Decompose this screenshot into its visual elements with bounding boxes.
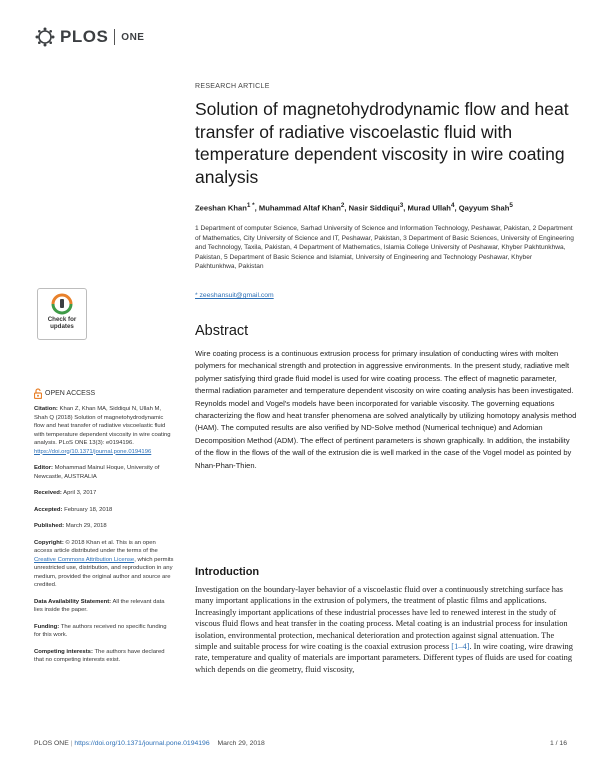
logo-divider bbox=[114, 29, 115, 45]
data-availability-block bbox=[34, 598, 174, 615]
published-block bbox=[34, 522, 174, 531]
introduction-text bbox=[195, 584, 577, 675]
footer-doi-link[interactable]: https://doi.org/10.1371/journal.pone.0194196 bbox=[74, 740, 210, 747]
intro-text-part: Investigation on the boundary-layer behavior of a viscoelastic fluid over a continuously stretching surface has many important applications in the extrusion of polymers, the treatment of plastic films and applications. Increasingly important applications of these industrial processes have led to renewed interest in the study of viscous fluid flows and heat transfer in the coating process. Metal coating is an industrial process for insulation isolation, environmental protection, mechanical deterioration and protection against signal attenuation. The simple and suitable process for wire coating is the coaxial extrusion process bbox=[195, 585, 568, 652]
article-info-sidebar bbox=[34, 405, 174, 673]
check-updates-icon bbox=[51, 293, 73, 315]
editor-block bbox=[34, 464, 174, 481]
editor-label: Editor: bbox=[34, 465, 53, 471]
corresponding-email bbox=[195, 292, 274, 299]
plos-logo-icon bbox=[34, 26, 56, 48]
open-access-text: OPEN ACCESS bbox=[45, 390, 96, 397]
received-date: April 3, 2017 bbox=[63, 490, 97, 496]
reference-link[interactable]: [1–4] bbox=[451, 642, 470, 652]
funding-text: The authors received no specific funding for this work. bbox=[34, 623, 167, 638]
accepted-date: February 18, 2018 bbox=[64, 506, 113, 513]
abstract-heading: Abstract bbox=[195, 323, 249, 339]
check-for-updates-badge[interactable] bbox=[37, 288, 87, 340]
author-affiliation-mark: 5 bbox=[509, 202, 513, 209]
received-label: Received: bbox=[34, 490, 62, 496]
copyright-text: © 2018 Khan et al. This is an open access article distributed under the terms of the bbox=[34, 539, 158, 554]
funding-label: Funding: bbox=[34, 623, 60, 630]
competing-interests-block bbox=[34, 648, 174, 665]
article-title: Solution of magnetohydrodynamic flow and heat transfer of radiative viscoelastic fluid with temperature dependent viscosity in wire coating analysis bbox=[195, 99, 569, 187]
accepted-block bbox=[34, 506, 174, 515]
author-name[interactable]: Murad Ullah bbox=[407, 203, 451, 213]
author-name[interactable]: Zeeshan Khan bbox=[195, 203, 247, 213]
footer-citation bbox=[34, 740, 265, 747]
competing-interests-label: Competing interests: bbox=[34, 648, 93, 655]
author-name[interactable]: Muhammad Altaf Khan bbox=[258, 203, 341, 213]
funding-block bbox=[34, 623, 174, 640]
footer-journal: PLOS ONE bbox=[34, 740, 69, 747]
copyright-text: , which permits unrestricted use, distribution, and reproduction in any medium, provided the original author and source are credited. bbox=[34, 556, 174, 588]
author-affiliation-mark: 4 bbox=[450, 202, 455, 209]
author-name[interactable]: Nasir Siddiqui bbox=[348, 203, 400, 213]
badge-label: Check for updates bbox=[47, 316, 77, 330]
article-type: RESEARCH ARTICLE bbox=[195, 83, 270, 90]
accepted-label: Accepted: bbox=[34, 506, 63, 513]
citation-text: Khan Z, Khan MA, Siddiqui N, Ullah M, Shah Q (2018) Solution of magnetohydrodynamic flow and heat transfer of radiative viscoelastic fluid with temperature dependent viscosity in wire coating analysis. PLoS ONE 13(3): e0194196. bbox=[34, 406, 171, 446]
citation-label: Citation: bbox=[34, 406, 58, 412]
footer-date: March 29, 2018 bbox=[217, 740, 265, 747]
author-name[interactable]: Qayyum Shah bbox=[458, 203, 510, 213]
author-affiliation-mark: 3 bbox=[399, 202, 404, 209]
page-number: 1 / 16 bbox=[549, 740, 567, 747]
author-list: Zeeshan Khan$^{1 *}$, Muhammad Altaf Khan$^2$, Nasir Siddiqui$^3$, Murad Ullah$^4$, Qayyum Shah$^5$ bbox=[195, 202, 513, 213]
author-affiliation-mark: 2 bbox=[340, 202, 345, 209]
competing-interests-text: The authors have declared that no competing interests exist. bbox=[34, 648, 165, 663]
copyright-block bbox=[34, 539, 174, 590]
license-link[interactable]: Creative Commons Attribution License bbox=[34, 556, 135, 563]
logo-wordmark: PLOS bbox=[60, 27, 109, 46]
received-block bbox=[34, 489, 174, 498]
open-access-label bbox=[34, 388, 95, 399]
published-date: March 29, 2018 bbox=[65, 523, 107, 529]
email-link[interactable]: * zeeshansuit@gmail.com bbox=[195, 292, 274, 299]
footer-separator: | bbox=[70, 740, 73, 747]
page-footer bbox=[34, 740, 567, 747]
introduction-heading: Introduction bbox=[195, 566, 260, 578]
citation-block bbox=[34, 405, 174, 456]
journal-name: ONE bbox=[121, 31, 145, 43]
copyright-label: Copyright: bbox=[34, 539, 64, 546]
data-availability-label: Data Availability Statement: bbox=[34, 598, 112, 605]
affiliations: 1 Department of computer Science, Sarhad University of Science and Information Technology, Peshawar, Pakistan, 2 Department of Mathematics, City University of Science and IT, Peshawar, Pakistan, 3 Department of Basic Sciences, University of Engineering and Technology, Taxila, Pakistan, 4 Department of Mathematics, Islamia College University of Peshawar, Khyber Pakhtunkhwa, Pakistan, 5 Department of Basic Science and Islamiat, University of Engineering and Technology Peshawar, Khyber Pakhtunkhwa, Pakistan bbox=[195, 225, 574, 270]
plos-one-logo[interactable] bbox=[34, 26, 144, 48]
abstract-text: Wire coating process is a continuous extrusion process for primary insulation of conducting wires with molten polymers for mechanical strength and protection in aggressive environments. In the present study, radiative melt polymer satisfying third grade fluid model is used for wire coating process. The effect of magnetic parameter, thermal radiation parameter and temperature dependent viscosity on wire coating analysis has been investigated. Reynolds model and Vogel's models have been incorporated for variable viscosity. The governing equations characterizing the flow and heat transfer phenomena are solved analytically by utilizing homotopy analysis method (HAM). The computed results are also verified by ND-Solve method (Numerical technique) and Adomian Decomposition Method (ADM). The effect of pertinent parameters is shown graphically. In addition, the instability of the flow in the flows of the wall of the extrusion die is well marked in the case of the Vogel model as pointed by Nhan-Phan-Thien. bbox=[195, 349, 577, 470]
data-availability-text: All the relevant data lies inside the paper. bbox=[34, 598, 165, 613]
citation-doi-link[interactable]: https://doi.org/10.1371/journal.pone.0194196 bbox=[34, 448, 152, 455]
intro-text-part: . In wire coating, wire drawing rate, temperature and quality of materials are important parameters. Different types of fluids are used for coating which depends on die geometry, fluid viscosity, bbox=[195, 642, 573, 674]
author-affiliation-mark: 1 * bbox=[246, 202, 255, 209]
published-label: Published: bbox=[34, 523, 65, 529]
open-access-lock-icon bbox=[34, 388, 42, 399]
editor-text: Mohammad Mainul Hoque, University of Newcastle, AUSTRALIA bbox=[34, 465, 160, 480]
